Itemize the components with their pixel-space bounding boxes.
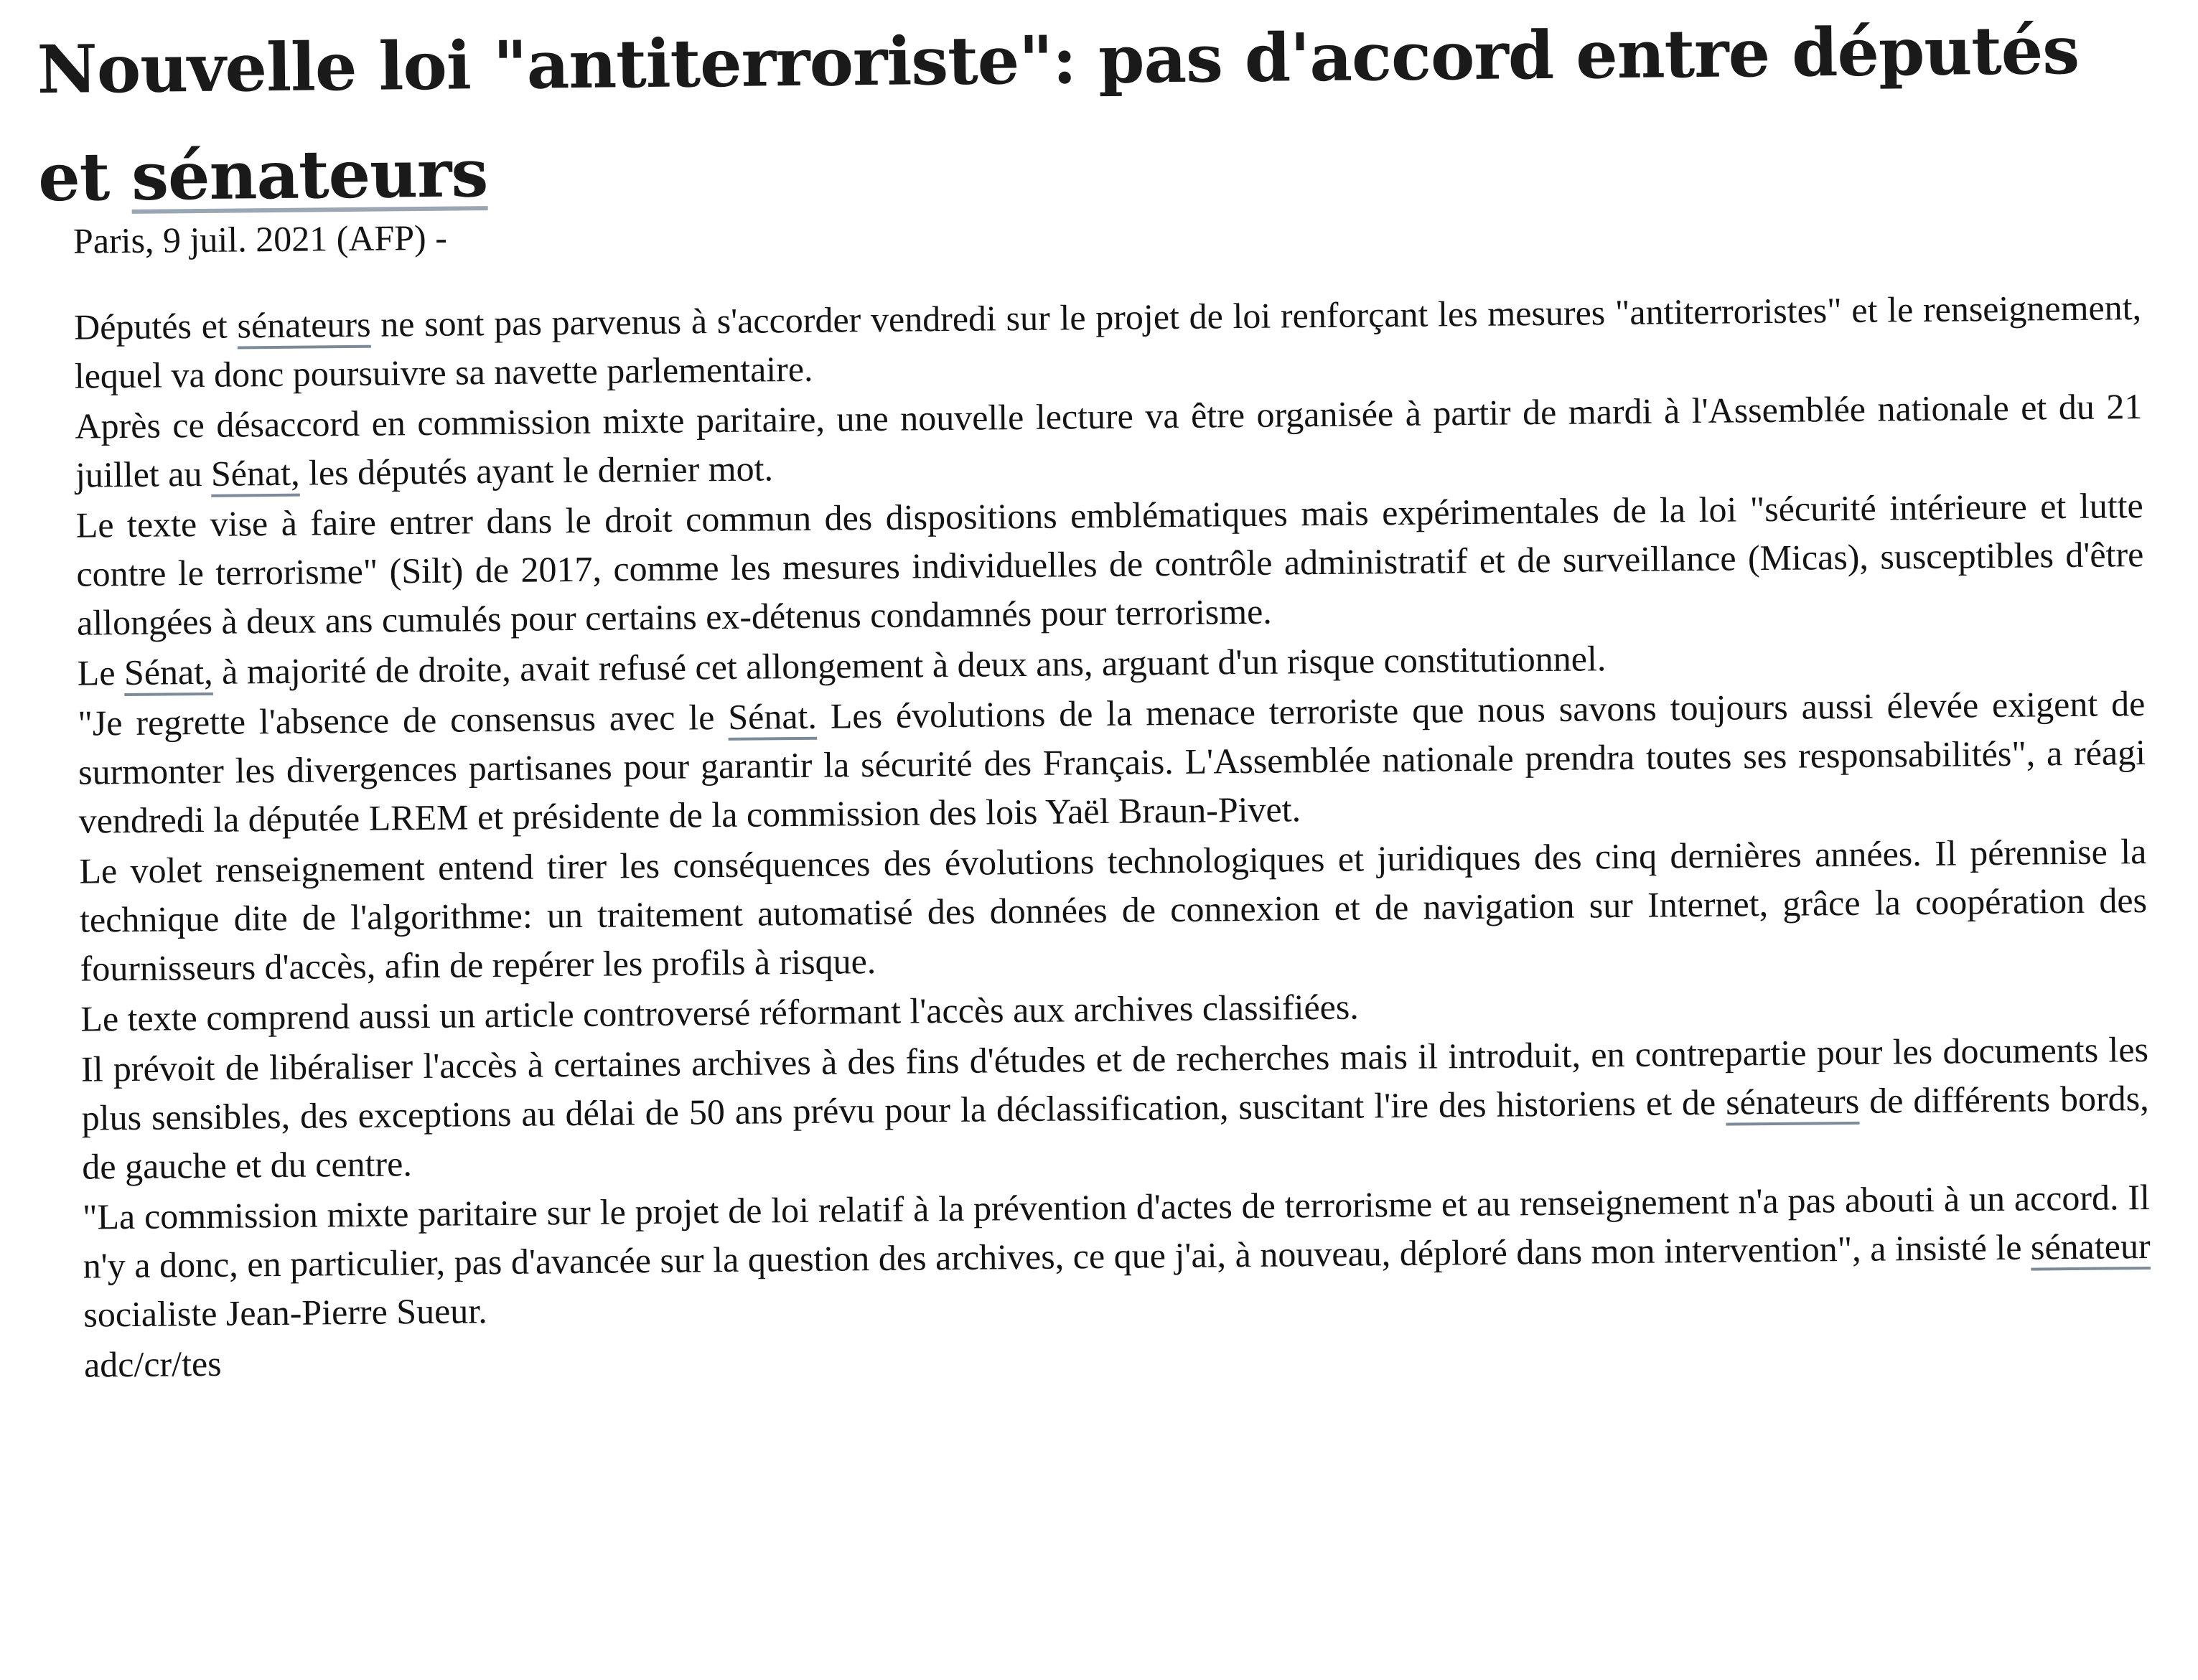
paragraph-8-text-b: de différents bords, de gauche et du centre. — [82, 1077, 2149, 1187]
paragraph-4-text-b: à majorité de droite, avait refusé cet allongement à deux ans, arguant d'un risque constitutionnel. — [212, 638, 1607, 692]
paragraph-1-text-a: Députés et — [73, 305, 238, 347]
highlight-senat: Sénat, — [210, 452, 300, 494]
highlight-senateur: sénateur — [2030, 1225, 2151, 1267]
paragraph-2 — [75, 382, 2143, 499]
highlight-senat: Sénat. — [728, 695, 818, 737]
paragraph-8 — [81, 1025, 2150, 1191]
dateline: Paris, 9 juil. 2021 (AFP) - — [73, 217, 448, 261]
article-body — [74, 283, 2151, 1391]
paragraph-9-text-b: socialiste Jean-Pierre Sueur. — [83, 1290, 487, 1335]
signature: adc/cr/tes — [83, 1343, 222, 1385]
paragraph-9 — [83, 1173, 2151, 1339]
paragraph-3: Le texte vise à faire entrer dans le droit commun des dispositions emblématiques mais expérimentales de la loi "sécurité intérieure et lutte contre le terrorisme" (Silt) de 2017, comme les mesures individuelles de contrôle administratif et de surveillance (Micas), susceptibles d'être allongées à deux ans cumulés pour certains ex-détenus condamnés pour terrorisme. — [75, 485, 2144, 643]
paragraph-4-text-a: Le — [77, 652, 125, 693]
paragraph-5-text-b: Les évolutions de la menace terroriste que nous savons toujours aussi élevée exigent de surmonter les divergences partisanes pour garantir la sécurité des Français. L'Assemblée nationale prendra toutes ses responsabilités", a réagi vendredi la députée LREM et présidente de la commission des lois Yaël Braun-Pivet. — [78, 683, 2146, 841]
paragraph-6: Le volet renseignement entend tirer les conséquences des évolutions technologiques et juridiques des cinq dernières années. Il pérennise la technique dite de l'algorithme: un traitement automatisé des données de connexion et de navigation sur Internet, grâce la coopération des fournisseurs d'accès, afin de repérer les profils à risque. — [79, 830, 2148, 989]
title-highlight-senateurs: sénateurs — [131, 134, 488, 215]
paragraph-2-text-a: Après ce désaccord en commission mixte paritaire, une nouvelle lecture va être organisée à partir de mardi à l'Assemblée nationale et du 21 juillet au — [75, 386, 2143, 495]
paragraph-1 — [74, 283, 2142, 400]
paragraph-5 — [78, 679, 2146, 845]
title-text: Nouvelle loi "antiterroriste": pas d'accord entre députés et — [37, 11, 2080, 217]
paragraph-2-text-b: les députés ayant le dernier mot. — [299, 448, 774, 493]
paragraph-8-text-a: Il prévoit de libéraliser l'accès à certaines archives à des fins d'études et de recherches mais il introduit, en contrepartie pour les documents les plus sensibles, des exceptions au délai de 50 ans prévu pour la déclassification, suscitant l'ire des historiens et de — [80, 1028, 2149, 1138]
paragraph-5-text-a: "Je regrette l'absence de consensus avec le — [78, 696, 729, 743]
highlight-senat: Sénat, — [123, 651, 213, 693]
paragraph-1-text-b: ne sont pas parvenus à s'accorder vendredi sur le projet de loi renforçant les mesures "antiterroristes" et le renseignement, lequel va donc poursuivre sa navette parlementaire. — [74, 287, 2142, 396]
article-title — [37, 0, 2164, 231]
paragraph-7: Le texte comprend aussi un article controversé réformant l'accès aux archives classifiées. — [80, 986, 1360, 1039]
paragraph-9-text-a: "La commission mixte paritaire sur le projet de loi relatif à la prévention d'actes de terrorisme et au renseignement n'a pas abouti à un accord. Il n'y a donc, en particulier, pas d'avancée sur la question des archives, ce que j'ai, à nouveau, déploré dans mon intervention", a insisté le — [82, 1176, 2151, 1286]
highlight-senateurs: sénateurs — [237, 304, 371, 346]
highlight-senateurs: sénateurs — [1725, 1080, 1860, 1122]
